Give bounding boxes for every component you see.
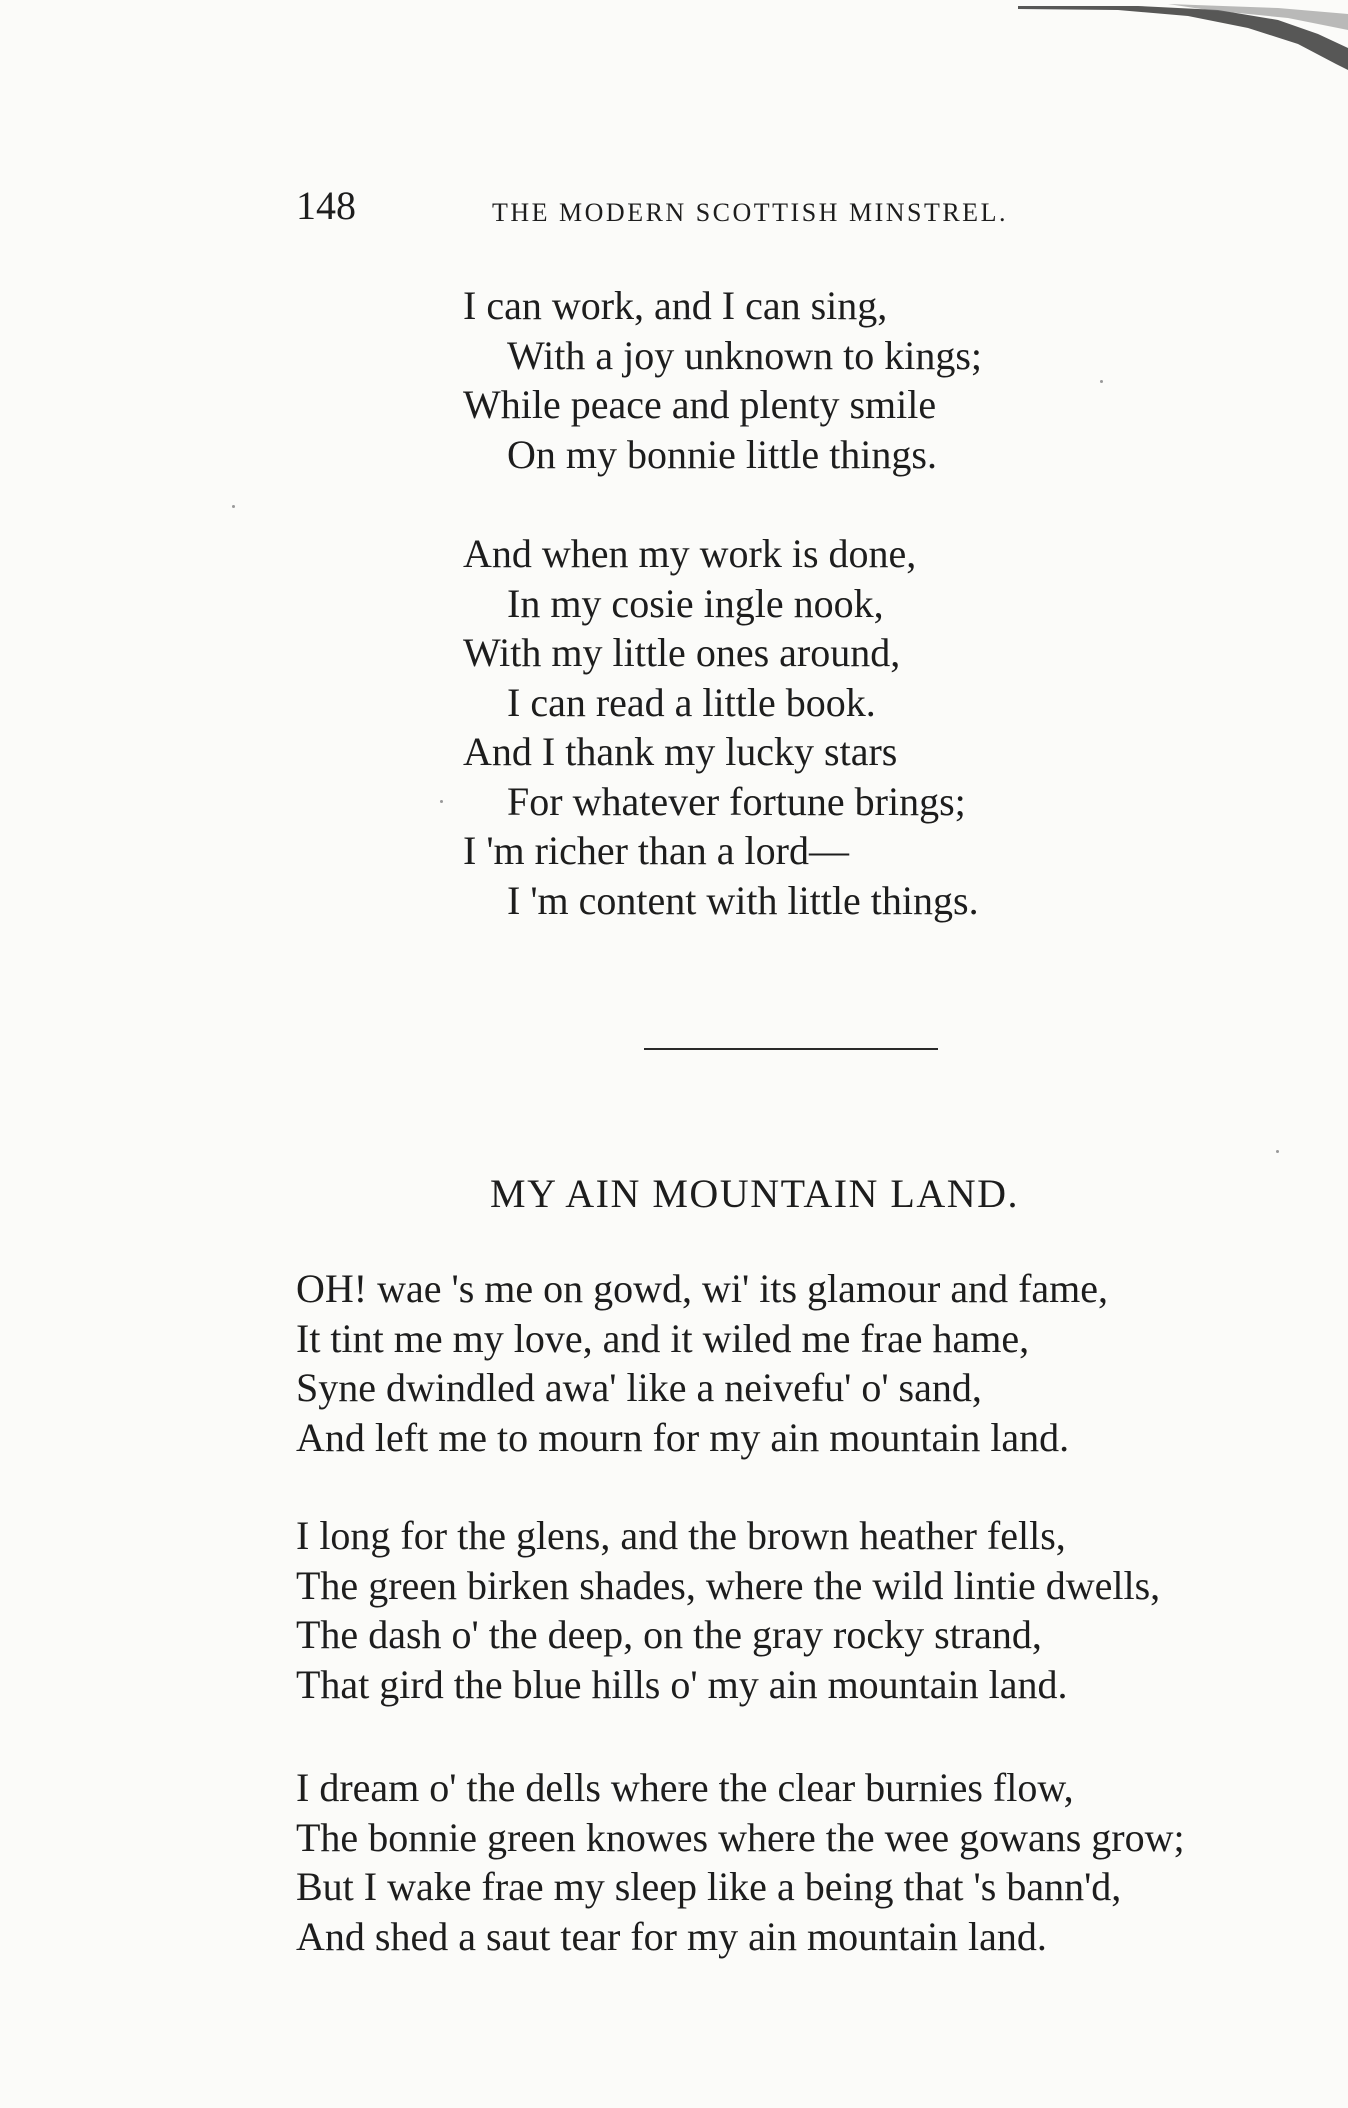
running-title: THE MODERN SCOTTISH MINSTREL. bbox=[492, 198, 1008, 227]
verse-line: In my cosie ingle nook, bbox=[507, 580, 884, 626]
poem-title: MY AIN MOUNTAIN LAND. bbox=[490, 1171, 1019, 1216]
poem-stanza bbox=[296, 1763, 1185, 1961]
verse-line: Syne dwindled awa' like a neivefu' o' sand, bbox=[296, 1365, 982, 1410]
page-header bbox=[0, 180, 1348, 240]
verse-line: With my little ones around, bbox=[463, 630, 901, 675]
verse-line: And left me to mourn for my ain mountain land. bbox=[296, 1414, 1070, 1460]
verse-line: I can read a little book. bbox=[507, 679, 876, 725]
verse-line: With a joy unknown to kings; bbox=[507, 332, 983, 378]
verse-line: The bonnie green knowes where the wee gowans grow; bbox=[296, 1814, 1185, 1860]
verse-line: And I thank my lucky stars bbox=[463, 729, 898, 774]
verse-line: I 'm richer than a lord— bbox=[463, 828, 849, 873]
verse-line: The green birken shades, where the wild lintie dwells, bbox=[296, 1562, 1161, 1608]
verse-line: It tint me my love, and it wiled me frae hame, bbox=[296, 1315, 1030, 1361]
verse-line: I dream o' the dells where the clear burnies flow, bbox=[296, 1765, 1074, 1810]
verse-line: OH! wae 's me on gowd, wi' its glamour and fame, bbox=[296, 1266, 1109, 1311]
verse-line: While peace and plenty smile bbox=[463, 382, 937, 427]
previous-poem-stanza bbox=[463, 281, 982, 479]
paper-speck bbox=[1100, 380, 1103, 383]
verse-line: I long for the glens, and the brown heather fells, bbox=[296, 1513, 1066, 1558]
paper-speck bbox=[1276, 1150, 1279, 1153]
poem-stanza bbox=[296, 1511, 1160, 1709]
verse-line: That gird the blue hills o' my ain mountain land. bbox=[296, 1661, 1068, 1707]
verse-line: On my bonnie little things. bbox=[507, 431, 937, 477]
verse-line: And shed a saut tear for my ain mountain land. bbox=[296, 1913, 1047, 1959]
verse-line: And when my work is done, bbox=[463, 531, 917, 576]
previous-poem-stanza bbox=[463, 529, 979, 925]
verse-line: But I wake frae my sleep like a being that 's bann'd, bbox=[296, 1864, 1122, 1909]
verse-line: For whatever fortune brings; bbox=[507, 778, 966, 824]
section-divider bbox=[644, 1048, 938, 1050]
page-number: 148 bbox=[296, 183, 356, 228]
verse-line: The dash o' the deep, on the gray rocky strand, bbox=[296, 1612, 1042, 1657]
poem-stanza bbox=[296, 1264, 1108, 1462]
paper-speck bbox=[440, 800, 443, 803]
verse-line: I 'm content with little things. bbox=[507, 877, 979, 923]
paper-speck bbox=[232, 505, 235, 508]
scan-edge-shadow bbox=[1018, 0, 1348, 70]
verse-line: I can work, and I can sing, bbox=[463, 283, 888, 328]
